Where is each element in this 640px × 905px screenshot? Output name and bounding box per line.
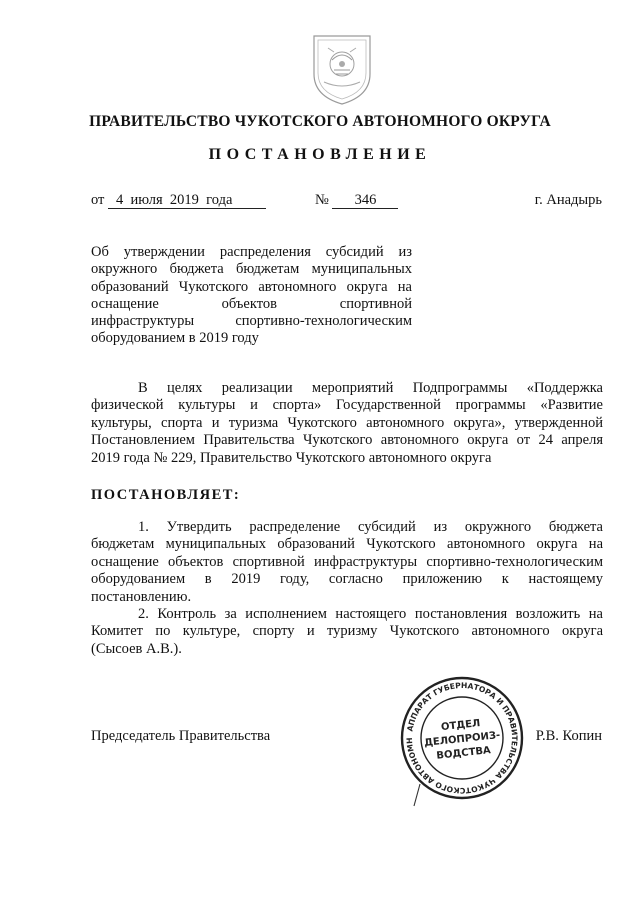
item-line: 2. Контроль за исполнением настоящего постановления возложить на [138, 606, 603, 622]
number-prefix: № [315, 192, 329, 208]
preamble-line: Постановлением Правительства Чукотского автономного округа от 24 апреля [91, 432, 603, 449]
item-line: (Сысоев А.В.). [91, 640, 182, 657]
preamble-line: культуры, спорта и туризма Чукотского автономного округа», утвержденной [91, 414, 603, 431]
document-subject [91, 244, 412, 348]
document-number [315, 192, 398, 209]
coat-of-arms-emblem-icon [306, 30, 378, 106]
handwritten-mark [408, 780, 448, 815]
item-line: постановлению. [91, 588, 192, 605]
preamble-paragraph [91, 380, 603, 467]
signatory-name: Р.В. Копин [535, 728, 602, 744]
document-date [91, 192, 266, 209]
signatory-position: Председатель Правительства [91, 728, 271, 744]
organization-title: ПРАВИТЕЛЬСТВО ЧУКОТСКОГО АВТОНОМНОГО ОКРУГА [89, 113, 551, 130]
subject-line: Об утверждении распределения субсидий из [91, 244, 412, 260]
date-prefix: от [91, 192, 105, 208]
decree-item-2 [91, 606, 603, 658]
document-city: г. Анадырь [534, 192, 602, 208]
number-value: 346 [332, 193, 398, 209]
item-line: бюджетам муниципальных образований Чукотского автономного округа на [91, 536, 603, 553]
subject-line: инфраструктуры спортивно-технологическим [91, 313, 412, 330]
preamble-line: 2019 года № 229, Правительство Чукотского автономного округа [91, 449, 492, 466]
item-line: оснащение объектов спортивной инфраструктуры спортивно-технологическим [91, 553, 603, 570]
stamp-ring-text: АППАРАТ ГУБЕРНАТОРА И ПРАВИТЕЛЬСТВА ЧУКОТСКОГО АВТОНОМН [404, 680, 520, 796]
decree-item-1 [91, 519, 603, 606]
subject-line: оснащение объектов спортивной [91, 295, 412, 312]
item-line: Комитет по культуре, спорту и туризму Чукотского автономного округа [91, 623, 603, 640]
stamp-center-line: ДЕЛОПРОИЗ- [423, 730, 501, 749]
stamp-center-line: ОТДЕЛ [440, 718, 481, 734]
subject-line: оборудованием в 2019 году [91, 330, 259, 347]
date-value: 4 июля 2019 года [108, 193, 266, 209]
preamble-line: В целях реализации мероприятий Подпрограммы «Поддержка [138, 380, 603, 396]
subject-line: образований Чукотского автономного округа на [91, 278, 412, 295]
decree-heading: ПОСТАНОВЛЯЕТ: [91, 487, 241, 503]
item-line: 1. Утвердить распределение субсидий из окружного бюджета [138, 519, 603, 535]
stamp-center-line: ВОДСТВА [435, 745, 492, 762]
preamble-line: физической культуры и спорта» Государственной программы «Развитие [91, 397, 603, 414]
item-line: оборудованием в 2019 году, согласно приложению к настоящему [91, 571, 603, 588]
document-type-title: ПОСТАНОВЛЕНИЕ [208, 146, 432, 163]
subject-line: окружного бюджета бюджетам муниципальных [91, 261, 412, 278]
